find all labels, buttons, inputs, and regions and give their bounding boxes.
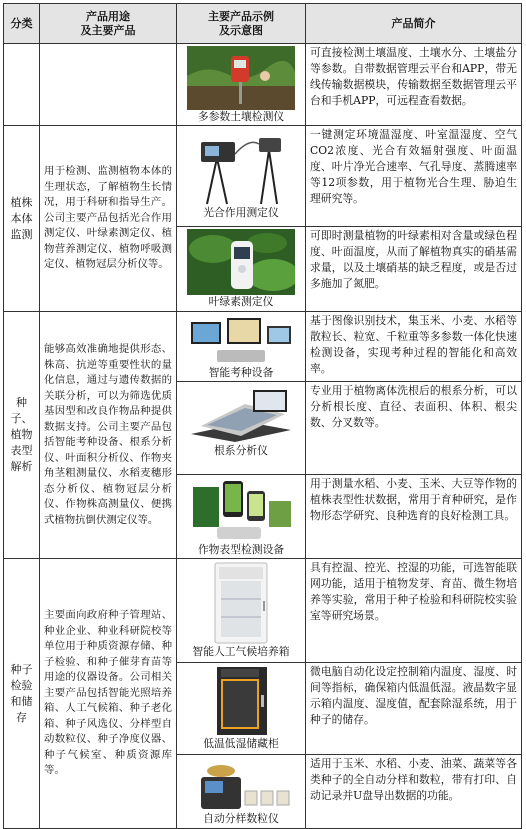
product-example-cell bbox=[177, 44, 306, 126]
root-scanner-photo bbox=[187, 384, 295, 444]
product-example-cell bbox=[177, 755, 306, 829]
product-name: 作物表型检测设备 bbox=[197, 543, 285, 556]
chlorophyll-meter-photo bbox=[187, 229, 295, 295]
category-cell: 种子检验和储存 bbox=[4, 559, 40, 829]
product-example-cell bbox=[177, 559, 306, 663]
product-description: 用于测量水稻、小麦、玉米、大豆等作物的植株表型性状数据，常用于育种研究，是作物形态学研究、良种选育的良好检测工具。 bbox=[306, 475, 522, 559]
header-usage: 产品用途 及主要产品 bbox=[40, 4, 177, 44]
product-description: 一键测定环境温湿度、叶室温湿度、空气CO2浓度、光合有效辐射强度、叶面温度、叶片净光合速率、气孔导度、蒸腾速率等12项参数，用于植物光合生理、胁迫生理研究等。 bbox=[306, 126, 522, 227]
product-description: 适用于玉米、水稻、小麦、油菜、蔬菜等各类种子的全自动分样和数粒，带有打印、自动记录并U盘导出数据的功能。 bbox=[306, 755, 522, 829]
table-row bbox=[4, 312, 522, 382]
usage-cell: 能够高效准确地提供形态、株高、抗逆等重要性状的量化信息，通过与遗传数据的关联分析，可以为筛选优质基因型和改良作物品种提供数据支持。公司主要产品包括智能考种设备、根系分析仪、叶面积分析仪、作物夹角茎粗测量仪、水稻麦穗形态分析仪、植物冠层分析仪、作物株高测量仪、便携式植物抗倒伏测定仪等。 bbox=[40, 312, 177, 559]
product-name: 自动分样数粒仪 bbox=[203, 812, 279, 825]
seed-analyzer-photo bbox=[187, 314, 295, 366]
soil-meter-photo bbox=[187, 46, 295, 110]
product-example-cell bbox=[177, 126, 306, 227]
usage-cell bbox=[40, 44, 177, 126]
storage-cabinet-photo bbox=[187, 665, 295, 737]
product-name: 多参数土壤检测仪 bbox=[197, 110, 285, 123]
product-name: 低温低湿储藏柜 bbox=[203, 737, 279, 750]
product-example-cell bbox=[177, 312, 306, 382]
table-row bbox=[4, 559, 522, 663]
table-header-row bbox=[4, 4, 522, 44]
product-example-cell bbox=[177, 663, 306, 755]
category-cell: 植株本体监测 bbox=[4, 126, 40, 312]
product-description: 基于图像识别技术，集玉米、小麦、水稻等散粒长、粒宽、千粒重等多参数一体化快速检测设备，实现考种过程的智能化和高效率。 bbox=[306, 312, 522, 382]
seed-counter-photo bbox=[187, 757, 295, 812]
header-category: 分类 bbox=[4, 4, 40, 44]
product-description: 可直接检测土壤温度、土壤水分、土壤盐分等参数。自带数据管理云平台和APP，带无线传输数据模块，传输数据至数据管理云平台和手机APP，可远程查看数据。 bbox=[306, 44, 522, 126]
product-name: 根系分析仪 bbox=[214, 444, 268, 457]
product-description: 可即时测量植物的叶绿素相对含量或绿色程度、叶面温度，从而了解植物真实的硝基需求量，以及土壤硝基的缺乏程度，或是否过多施加了氮肥。 bbox=[306, 227, 522, 312]
table-row bbox=[4, 126, 522, 227]
product-example-cell bbox=[177, 382, 306, 475]
product-name: 叶绿素测定仪 bbox=[208, 295, 274, 308]
category-cell bbox=[4, 44, 40, 126]
product-description: 专业用于植物离体洗根后的根系分析，可以分析根长度、直径、表面积、体积、根尖数、分叉数等。 bbox=[306, 382, 522, 475]
product-name: 智能人工气候培养箱 bbox=[192, 645, 290, 658]
header-example: 主要产品示例 及示意图 bbox=[177, 4, 306, 44]
product-name: 智能考种设备 bbox=[208, 366, 274, 379]
climate-incubator-photo bbox=[187, 561, 295, 645]
usage-cell: 用于检测、监测植物本体的生理状态，了解植物生长情况，用于科研和指导生产。公司主要产品包括光合作用测定仪、叶绿素测定仪、植物营养测定仪、植物呼吸测定仪、植物冠层分析仪等。 bbox=[40, 126, 177, 312]
header-description: 产品简介 bbox=[306, 4, 522, 44]
category-cell: 种子、植物表型解析 bbox=[4, 312, 40, 559]
product-description: 具有控温、控光、控湿的功能，可选智能联网功能，适用于植物发芽、育苗、微生物培养等实验，常用于种子检验和科研院校实验室等研究场景。 bbox=[306, 559, 522, 663]
product-example-cell bbox=[177, 475, 306, 559]
product-name: 光合作用测定仪 bbox=[203, 206, 279, 219]
product-example-cell bbox=[177, 227, 306, 312]
table-row bbox=[4, 44, 522, 126]
usage-cell: 主要面向政府种子管理站、种业企业、种业科研院校等单位用于种质资源存储、种子检验、和种子催芽育苗等用途的仪器设备。公司相关主要产品包括智能光照培养箱、人工气候箱、种子老化箱、种子风选仪、分样型自动数粒仪、种子净度仪器、种子气候室、种质资源库等。 bbox=[40, 559, 177, 829]
product-table bbox=[3, 3, 522, 829]
photosynthesis-meter-photo bbox=[187, 128, 295, 206]
product-description: 微电脑自动化设定控制箱内温度、湿度、时间等指标，确保箱内低温低湿。液晶数字显示箱内温度、湿度值，配套除湿系统，用于种子的储存。 bbox=[306, 663, 522, 755]
phenotype-device-photo bbox=[187, 477, 295, 543]
